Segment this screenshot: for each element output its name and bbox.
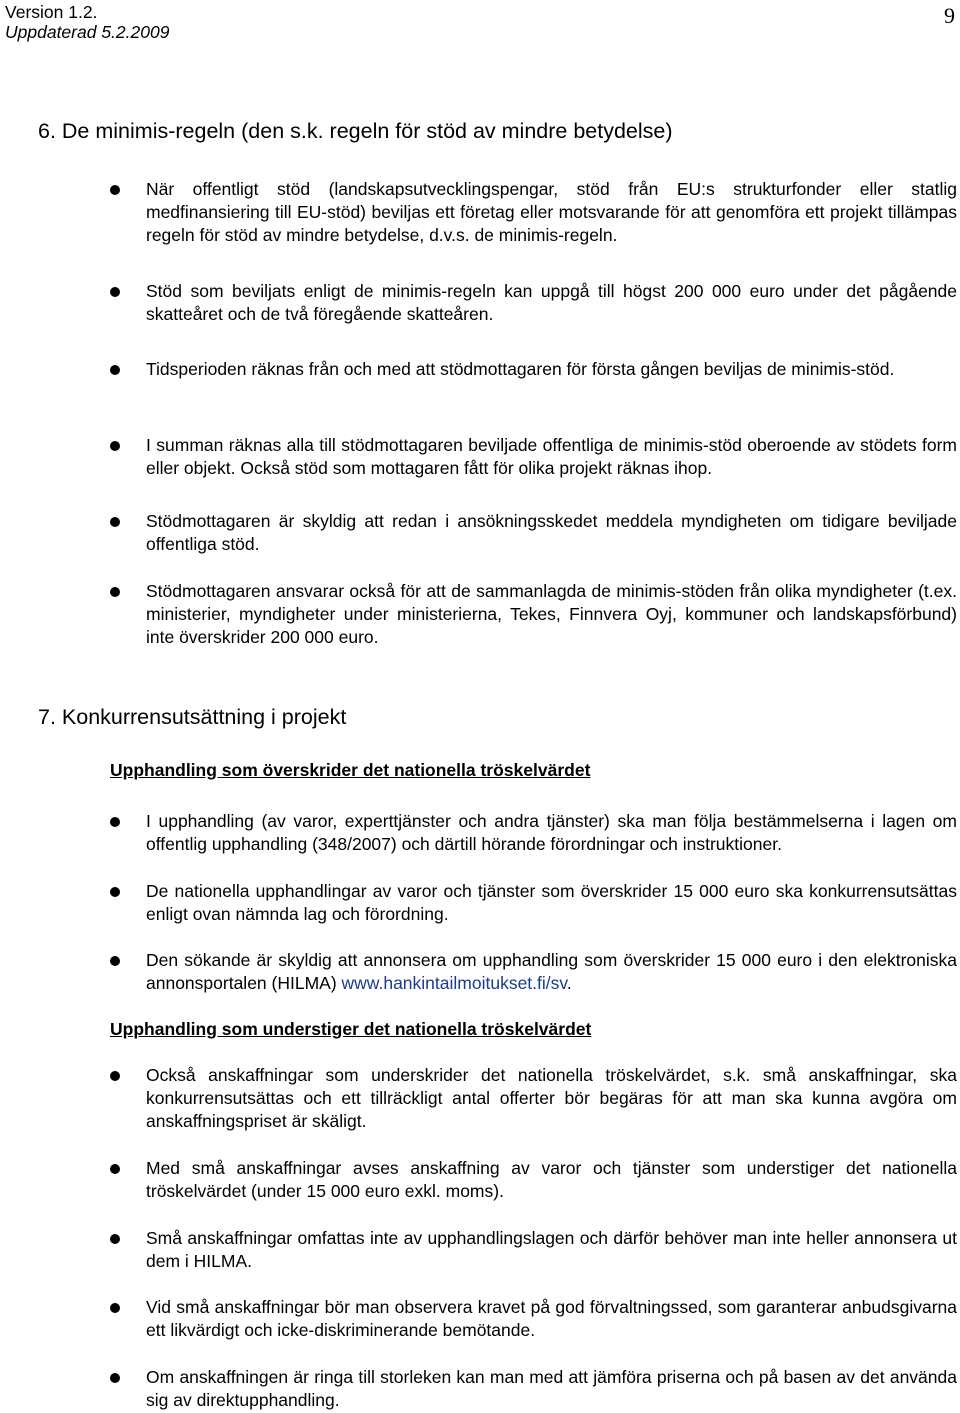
header-updated-date: Uppdaterad 5.2.2009 xyxy=(5,22,170,42)
subsection-heading-below-threshold: Upphandling som understiger det nationella tröskelvärdet xyxy=(110,1019,592,1039)
list-item-text xyxy=(146,949,957,995)
list-item xyxy=(110,1366,957,1412)
list-item xyxy=(110,810,957,856)
bullet-icon xyxy=(110,441,120,451)
hilma-link[interactable]: www.hankintailmoitukset.fi/sv xyxy=(341,973,567,993)
page-number: 9 xyxy=(944,3,955,28)
list-item xyxy=(110,1157,957,1203)
list-item xyxy=(110,880,957,926)
bullet-icon xyxy=(110,517,120,527)
bullet-icon xyxy=(110,1373,120,1383)
bullet-icon xyxy=(110,185,120,195)
list-item-text: De nationella upphandlingar av varor och tjänster som överskrider 15 000 euro ska konkurrensutsättas enligt ovan nämnda lag och förordning. xyxy=(146,881,957,924)
list-item xyxy=(110,178,957,247)
bullet-icon xyxy=(110,587,120,597)
list-item-text: Små anskaffningar omfattas inte av upphandlingslagen och därför behöver man inte heller annonsera ut dem i HILMA. xyxy=(146,1228,957,1271)
list-item xyxy=(110,949,957,995)
list-item-text: I summan räknas alla till stödmottagaren beviljade offentliga de minimis-stöd oberoende av stödets form eller objekt. Också stöd som mottagaren fått för olika projekt räknas ihop. xyxy=(146,435,957,478)
bullet-icon xyxy=(110,1303,120,1313)
list-item-text: När offentligt stöd (landskapsutvecklingspengar, stöd från EU:s strukturfonder eller statlig medfinansiering till EU-stöd) beviljas ett företag eller motsvarande för att genomföra ett projekt tillämpas regeln för stöd av mindre betydelse, d.v.s. de minimis-regeln. xyxy=(146,179,957,245)
list-item xyxy=(110,510,957,556)
list-item-text: Tidsperioden räknas från och med att stödmottagaren för första gången beviljas de minimis-stöd. xyxy=(146,359,895,379)
list-item-text: Vid små anskaffningar bör man observera kravet på god förvaltningssed, som garanterar anbudsgivarna ett likvärdigt och icke-diskriminerande bemötande. xyxy=(146,1297,957,1340)
list-item-text-lead: Den sökande är skyldig att annonsera om upphandling som överskrider 15 000 euro i den elektroniska annonsportalen (HILMA) xyxy=(146,950,957,993)
bullet-icon xyxy=(110,817,120,827)
list-item-text: Stödmottagaren är skyldig att redan i ansökningsskedet meddela myndigheten om tidigare beviljade offentliga stöd. xyxy=(146,511,957,554)
list-item xyxy=(110,1227,957,1273)
list-item-text: Stöd som beviljats enligt de minimis-regeln kan uppgå till högst 200 000 euro under det pågående skatteåret och de två föregående skatteåren. xyxy=(146,281,957,324)
list-item-text: Om anskaffningen är ringa till storleken kan man med att jämföra priserna och på basen av det använda sig av direktupphandling. xyxy=(146,1367,957,1410)
subsection-heading-above-threshold: Upphandling som överskrider det nationella tröskelvärdet xyxy=(110,760,591,780)
list-item xyxy=(110,280,957,326)
list-item xyxy=(110,1296,957,1342)
bullet-icon xyxy=(110,887,120,897)
list-item-text: Stödmottagaren ansvarar också för att de sammanlagda de minimis-stöden från olika myndigheter (t.ex. ministerier, myndigheter under ministerierna, Tekes, Finnvera Oyj, kommuner och landskapsförbund) inte överskrider 200 000 euro. xyxy=(146,581,957,647)
bullet-icon xyxy=(110,1071,120,1081)
list-item-text: I upphandling (av varor, experttjänster och andra tjänster) ska man följa bestämmelserna i lagen om offentlig upphandling (348/2007) och därtill hörande förordningar och instruktioner. xyxy=(146,811,957,854)
list-item xyxy=(110,1064,957,1133)
list-item-text: Också anskaffningar som underskrider det nationella tröskelvärdet, s.k. små anskaffningar, ska konkurrensutsättas och ett tillräckligt antal offerter bör begäras för att man ska kunna avgöra om anskaffningspriset är skäligt. xyxy=(146,1065,957,1131)
bullet-icon xyxy=(110,956,120,966)
section-7-title: 7. Konkurrensutsättning i projekt xyxy=(38,705,347,729)
list-item xyxy=(110,434,957,480)
header-version: Version 1.2. xyxy=(5,2,98,22)
bullet-icon xyxy=(110,1164,120,1174)
list-item-text: Med små anskaffningar avses anskaffning av varor och tjänster som understiger det nationella tröskelvärdet (under 15 000 euro exkl. moms). xyxy=(146,1158,957,1201)
list-item-text-end: . xyxy=(566,973,572,993)
bullet-icon xyxy=(110,1234,120,1244)
bullet-icon xyxy=(110,365,120,375)
bullet-icon xyxy=(110,287,120,297)
list-item xyxy=(110,580,957,649)
list-item xyxy=(110,358,957,381)
section-6-title: 6. De minimis-regeln (den s.k. regeln för stöd av mindre betydelse) xyxy=(38,119,673,143)
